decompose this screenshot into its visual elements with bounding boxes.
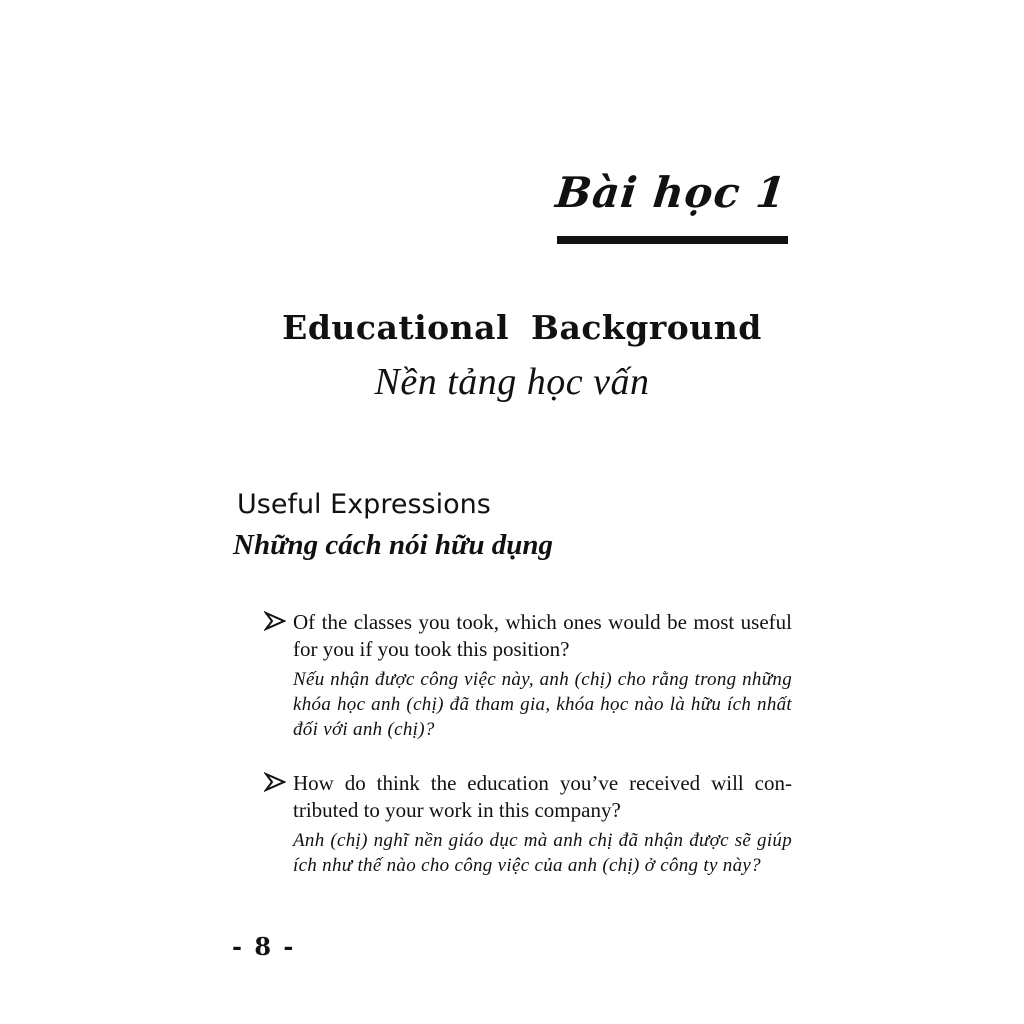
question-english: Of the classes you took, which ones would be most useful for you if you took this position? bbox=[293, 610, 792, 661]
question-item bbox=[264, 609, 792, 742]
title-english: Educational Background bbox=[282, 308, 762, 347]
title-vietnamese: Nền tảng học vấn bbox=[374, 361, 650, 403]
question-item bbox=[264, 770, 792, 878]
lesson-heading-underline bbox=[557, 236, 788, 244]
title-english-container bbox=[0, 308, 1024, 347]
question-vietnamese: Nếu nhận được công việc này, anh (chị) cho rằng trong những khóa học anh (chị) đã tham gia, khóa học nào là hữu ích nhất đối với anh (chị)? bbox=[293, 669, 792, 740]
question-vietnamese: Anh (chị) nghĩ nền giáo dục mà anh chị đã nhận được sẽ giúp ích như thế nào cho công việc của anh (chị) ở công ty này? bbox=[293, 830, 792, 876]
arrowhead-bullet-icon bbox=[264, 771, 286, 793]
lesson-heading: Bài học 1 bbox=[553, 168, 789, 217]
section-heading-english: Useful Expressions bbox=[237, 489, 491, 520]
section-heading-vietnamese: Những cách nói hữu dụng bbox=[233, 529, 554, 561]
arrowhead-bullet-icon bbox=[264, 610, 286, 632]
question-english: How do think the education you’ve received will con-tributed to your work in this company? bbox=[293, 771, 792, 822]
title-vietnamese-container bbox=[0, 360, 1024, 404]
page-number: - 8 - bbox=[232, 932, 296, 961]
